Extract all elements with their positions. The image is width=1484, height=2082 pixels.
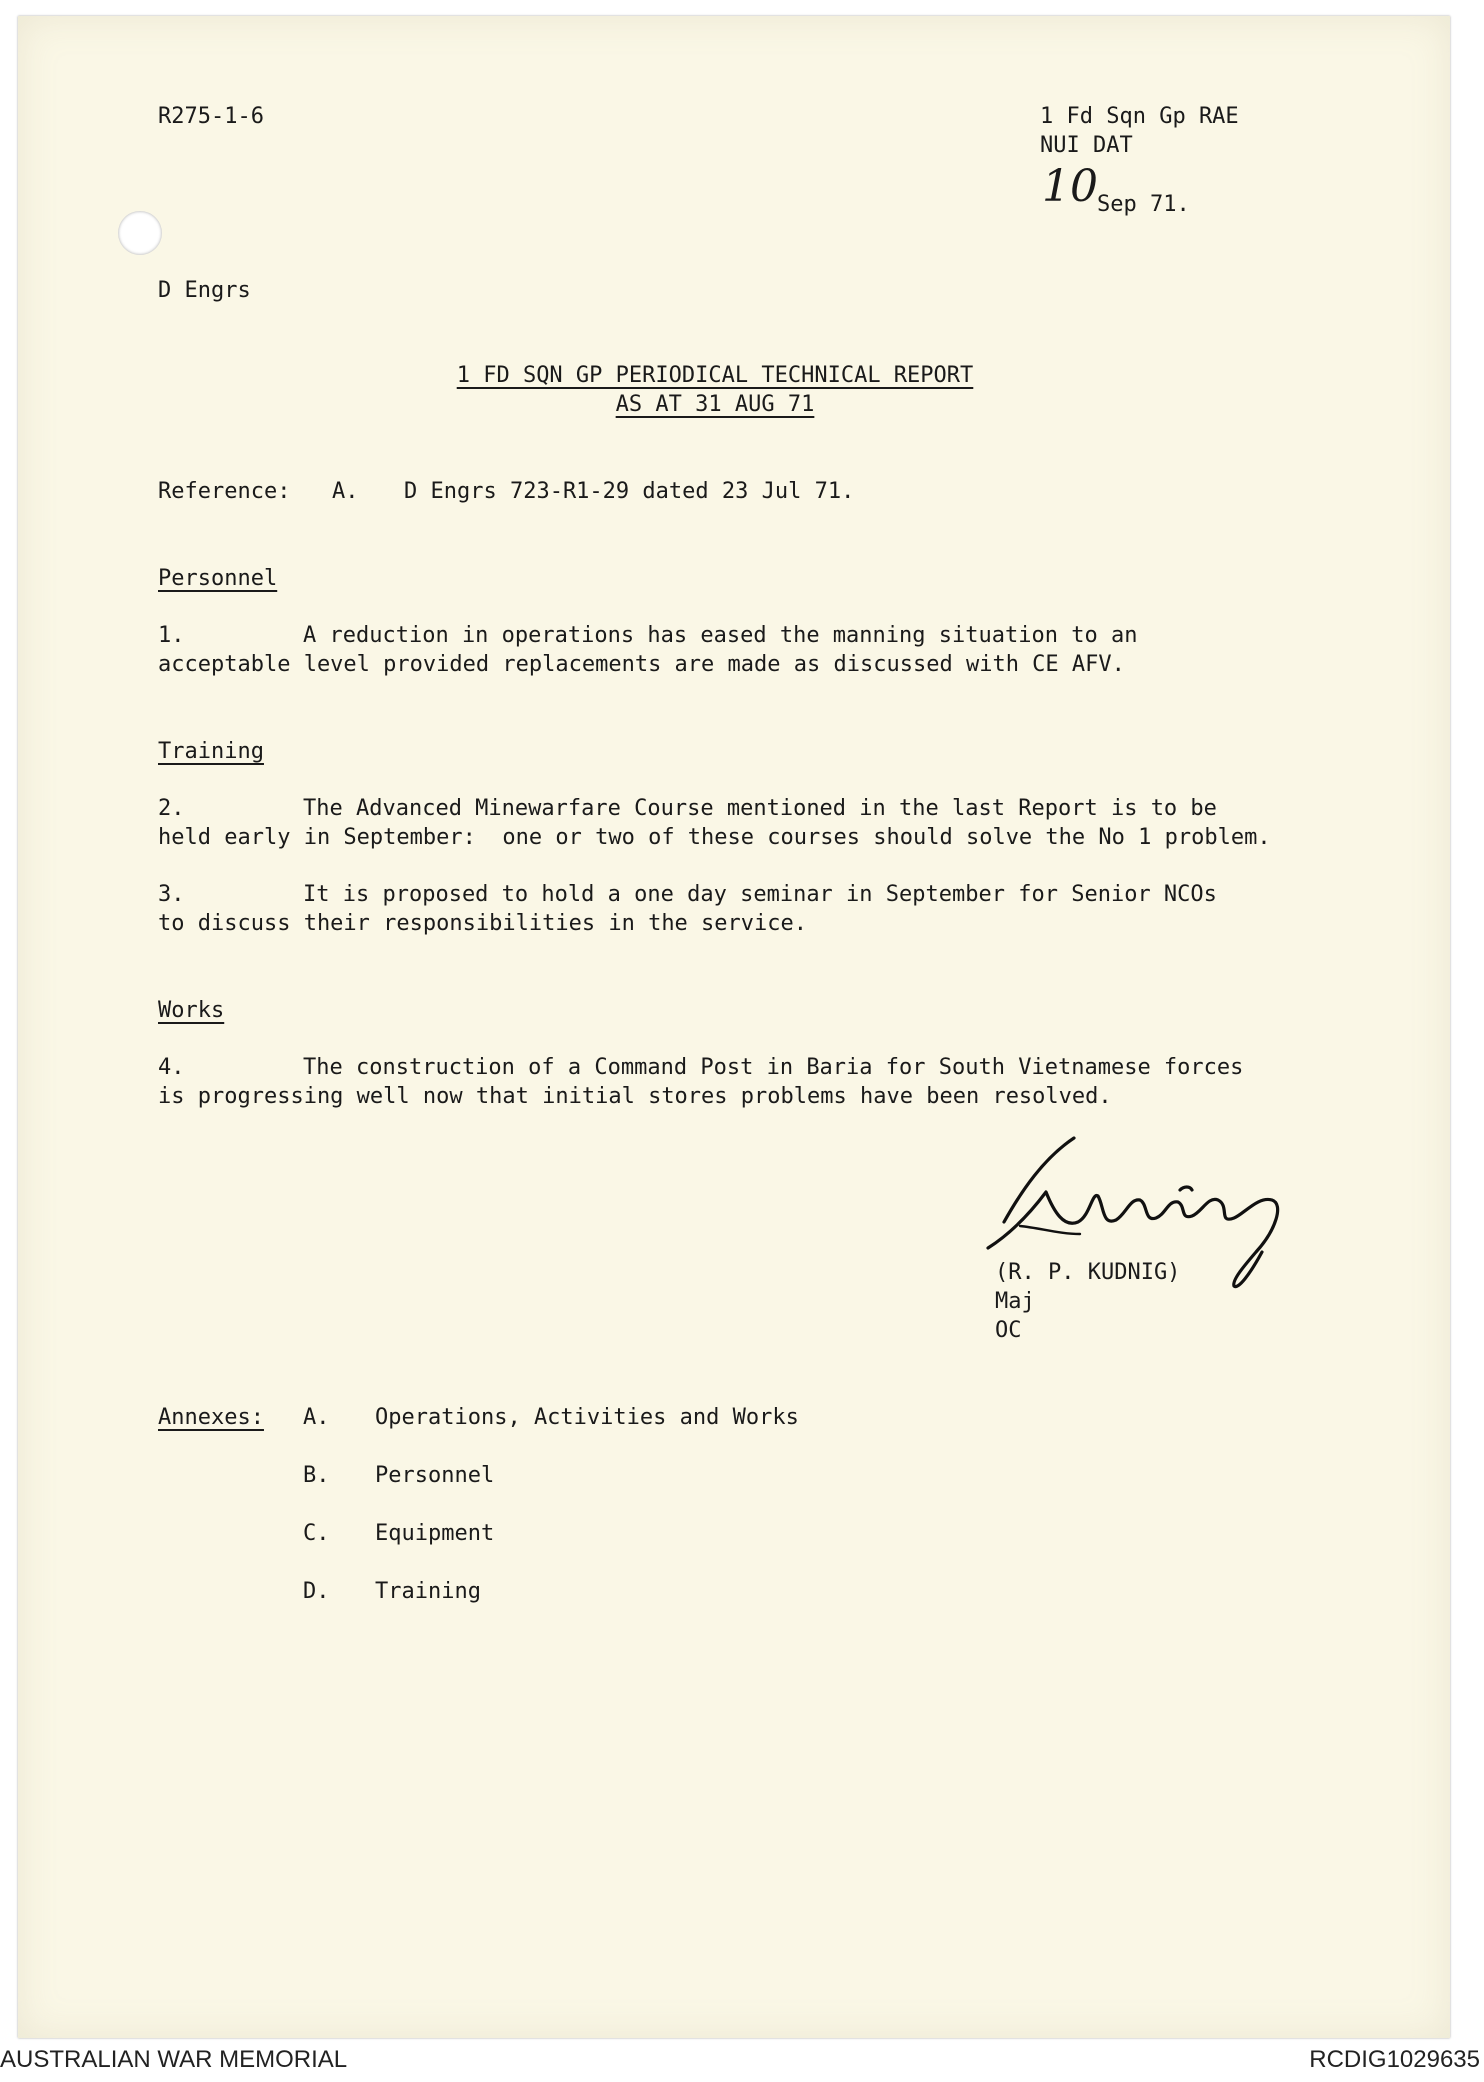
unit-location: NUI DAT (1040, 133, 1133, 158)
para-3-line-2: to discuss their responsibilities in the service. (158, 911, 808, 936)
document-page (18, 16, 1450, 2038)
section-heading-personnel: Personnel (158, 566, 278, 591)
annex-title: Equipment (375, 1521, 495, 1546)
annex-letter: D. (303, 1579, 330, 1604)
para-2-number: 2. (158, 796, 185, 821)
para-4-line-1: The construction of a Command Post in Baria for South Vietnamese forces (303, 1055, 1244, 1080)
para-1-number: 1. (158, 623, 185, 648)
section-heading-works: Works (158, 998, 225, 1023)
para-1-line-2: acceptable level provided replacements are made as discussed with CE AFV. (158, 652, 1125, 677)
report-title: 1 FD SQN GP PERIODICAL TECHNICAL REPORT (456, 363, 974, 388)
para-2-line-1: The Advanced Minewarfare Course mentioned in the last Report is to be (303, 796, 1217, 821)
para-3-line-1: It is proposed to hold a one day seminar in September for Senior NCOs (303, 882, 1217, 907)
reference-label: Reference: (158, 479, 291, 504)
para-4-line-2: is progressing well now that initial stores problems have been resolved. (158, 1084, 1112, 1109)
addressee: D Engrs (158, 278, 251, 303)
signatory-name: (R. P. KUDNIG) (995, 1260, 1181, 1285)
annex-letter: B. (303, 1463, 330, 1488)
date-month-year: Sep 71. (1097, 192, 1190, 217)
footer-image-id: RCDIG1029635 (1309, 2046, 1480, 2073)
annexes-label: Annexes: (158, 1405, 264, 1430)
para-1-line-1: A reduction in operations has eased the manning situation to an (303, 623, 1138, 648)
reference-letter: A. (332, 479, 359, 504)
section-heading-training: Training (158, 739, 264, 764)
para-2-line-2: held early in September: one or two of these courses should solve the No 1 problem. (158, 825, 1271, 850)
punch-hole (118, 211, 162, 255)
annex-title: Training (375, 1579, 481, 1604)
unit-name: 1 Fd Sqn Gp RAE (1040, 104, 1239, 129)
annex-title: Operations, Activities and Works (375, 1405, 799, 1430)
footer-source: AUSTRALIAN WAR MEMORIAL (0, 2046, 348, 2073)
file-reference: R275-1-6 (158, 104, 264, 129)
annex-letter: C. (303, 1521, 330, 1546)
annex-letter: A. (303, 1405, 330, 1430)
annex-title: Personnel (375, 1463, 495, 1488)
para-4-number: 4. (158, 1055, 185, 1080)
reference-text: D Engrs 723-R1-29 dated 23 Jul 71. (404, 479, 855, 504)
handwritten-date-day: 10 (1042, 161, 1098, 212)
para-3-number: 3. (158, 882, 185, 907)
report-subtitle: AS AT 31 AUG 71 (615, 392, 815, 417)
signatory-rank: Maj (995, 1289, 1035, 1314)
signatory-appointment: OC (995, 1318, 1022, 1343)
